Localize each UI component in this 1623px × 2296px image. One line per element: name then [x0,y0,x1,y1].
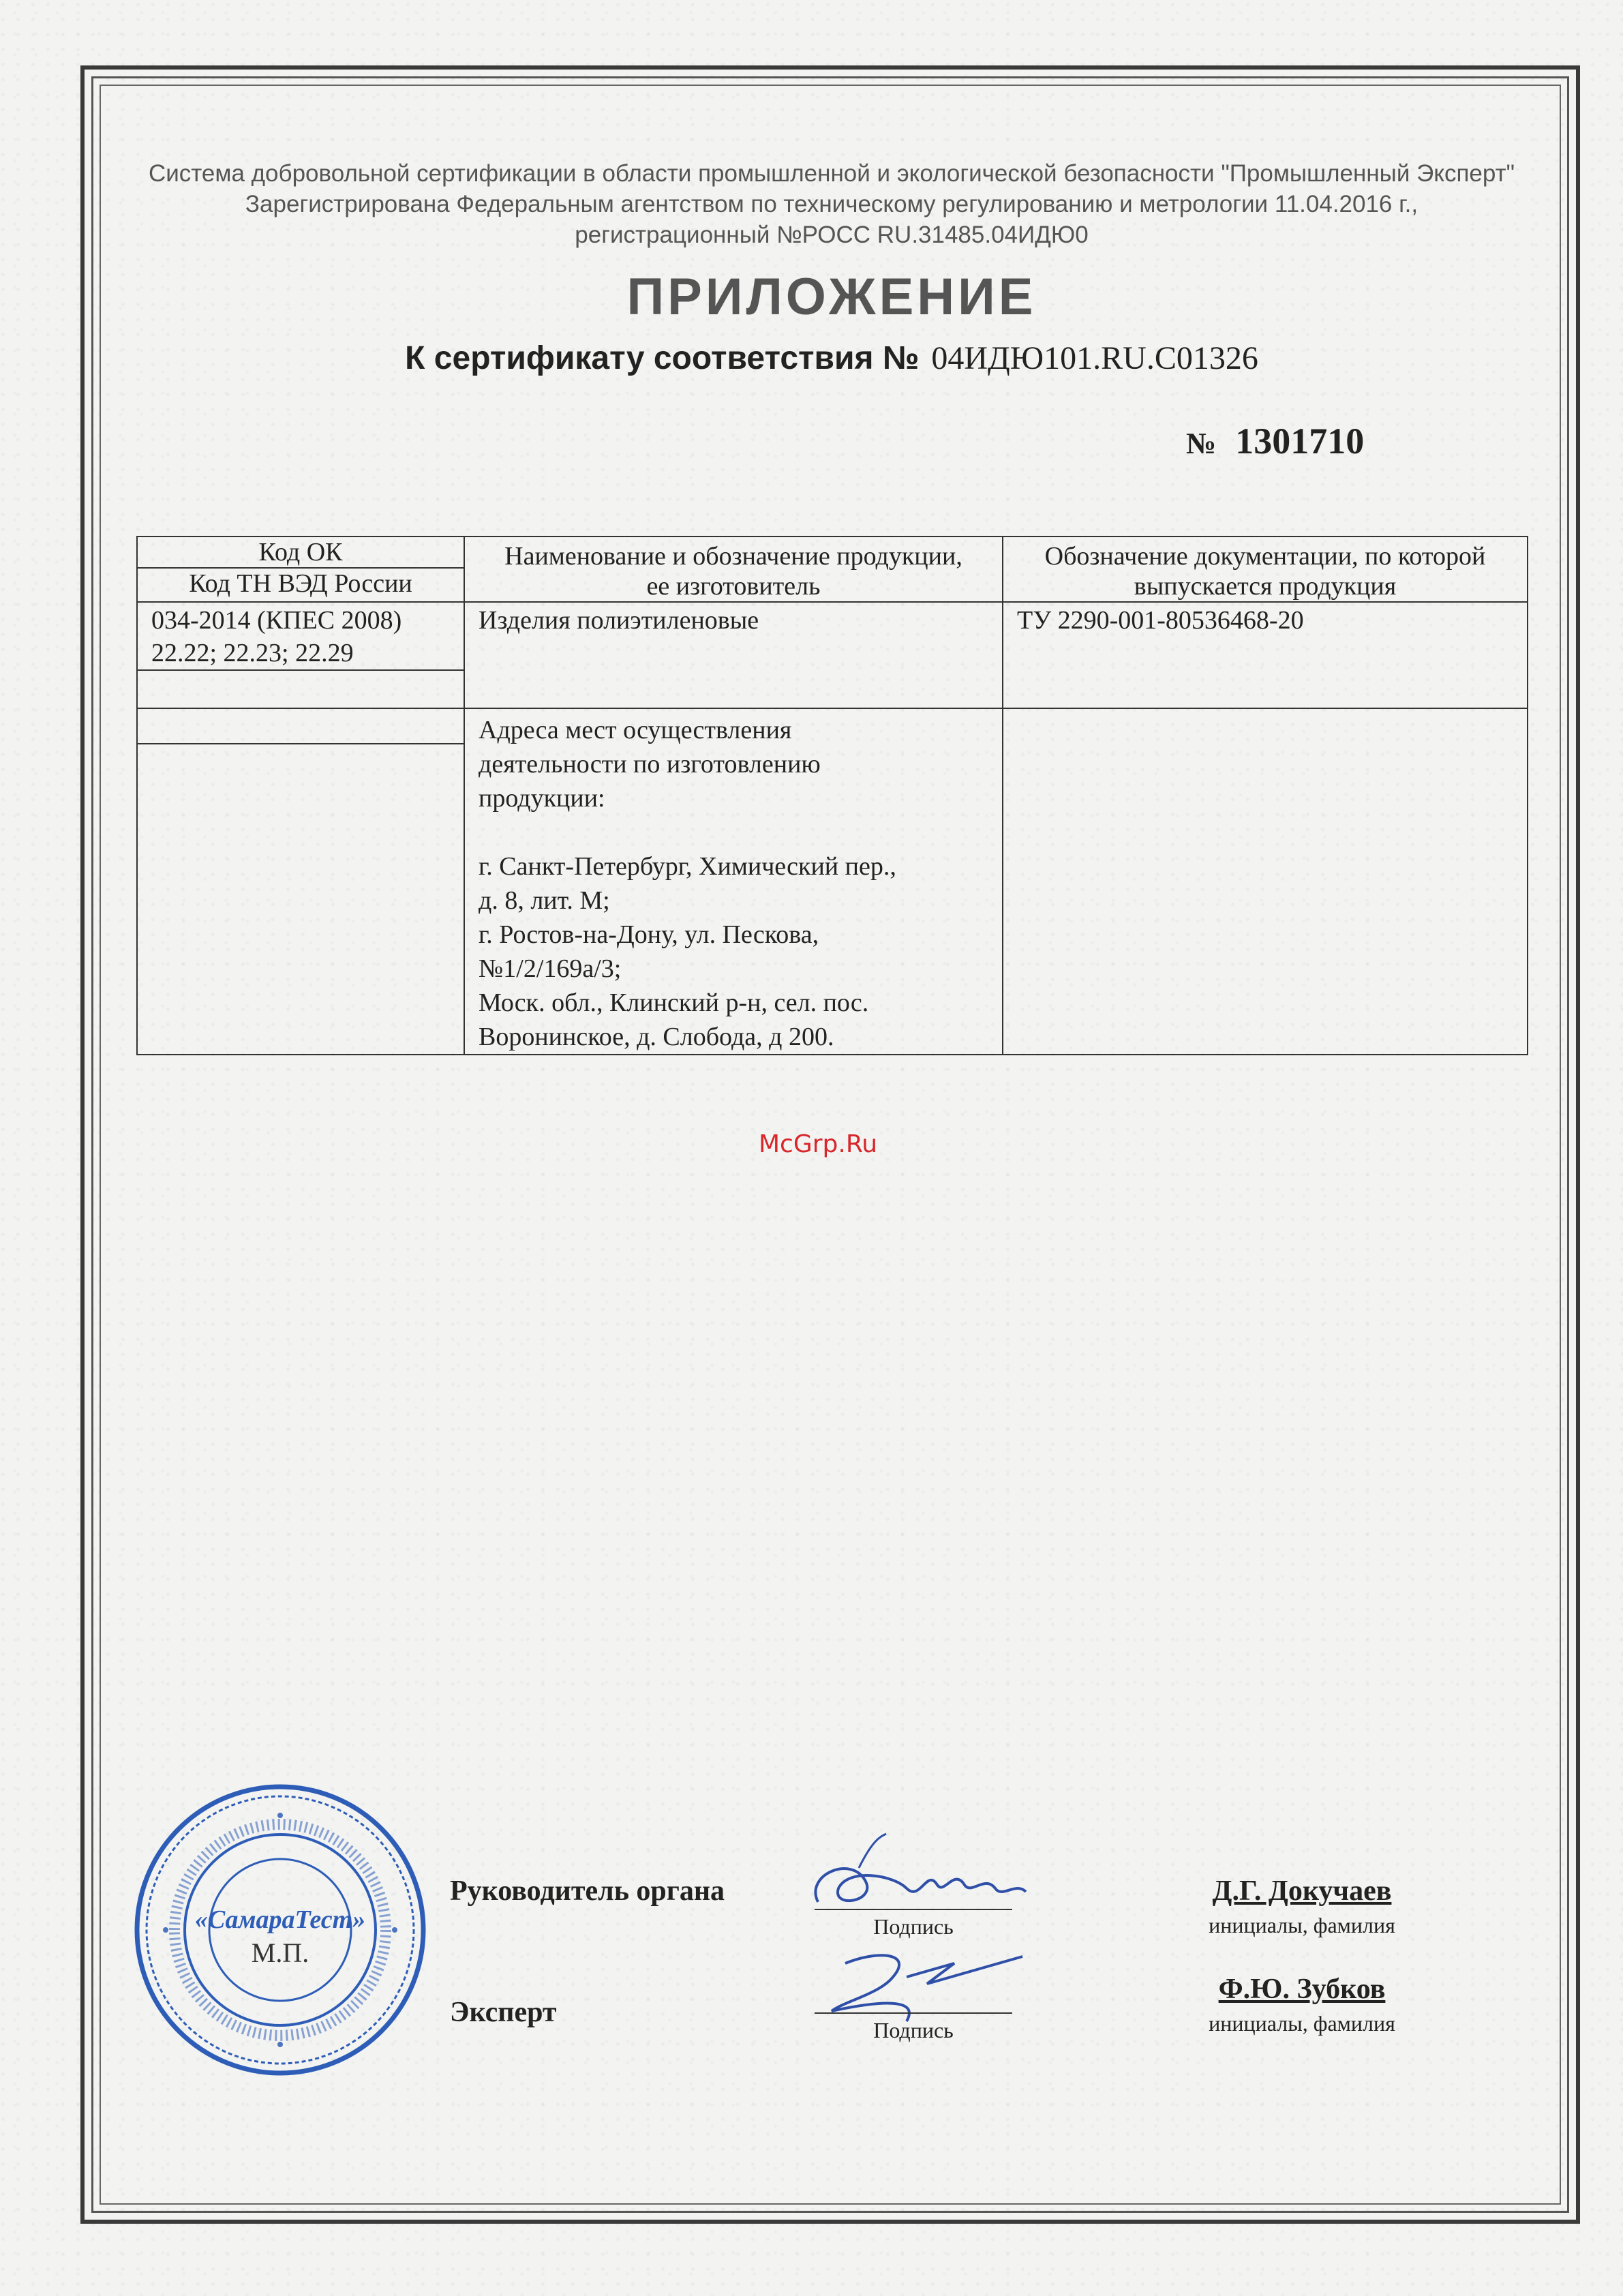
header-product-name [464,537,1003,602]
header-tnved-code: Код ТН ВЭД России [138,567,464,599]
head-signature-line [815,1909,1012,1910]
organization-stamp [134,1783,427,2076]
production-addresses [464,708,1003,1055]
address-line: д. 8, лит. М; [479,886,610,915]
expert-role-label: Эксперт [450,1997,557,2028]
table-row [137,602,1528,708]
table-header-row [137,537,1528,602]
certificate-number: 04ИДЮ101.RU.C01326 [931,340,1258,376]
header-product-line-2: ее изготовитель [646,572,821,601]
product-name: Изделия полиэтиленовые [464,602,1003,708]
expert-name-caption: инициалы, фамилия [1209,2011,1395,2036]
expert-name: Ф.Ю. Зубков [1218,1974,1386,2005]
address-line: Моск. обл., Клинский р-н, сел. пос. [479,988,869,1017]
addresses-title-2: деятельности по изготовлению [479,750,821,779]
header-okpd-code: Код ОК [258,538,343,567]
head-role-label: Руководитель органа [450,1875,725,1907]
empty-subcell [151,709,450,743]
address-line: г. Ростов-на-Дону, ул. Пескова, [479,920,819,949]
watermark-link[interactable]: McGrp.Ru [758,1130,878,1158]
header-codes [137,537,464,602]
table-row [137,708,1528,1055]
empty-subcell-2 [138,743,464,744]
addresses-title-1: Адреса мест осуществления [479,716,792,744]
spacer [479,815,988,849]
header-line-3: регистрационный №РОСС RU.31485.04ИДЮ0 [575,222,1089,248]
expert-signature-icon [804,1936,1036,2031]
expert-signature-caption: Подпись [873,2018,954,2042]
empty-doc-cell [1003,708,1528,1055]
blank-number [1186,420,1364,462]
number-sign: № [1186,427,1217,460]
code-okpd: 034-2014 (КПЕС 2008) [151,606,402,635]
product-documentation: ТУ 2290-001-80536468-20 [1003,602,1528,708]
header-product-line-1: Наименование и обозначение продукции, [504,542,962,571]
head-name-caption: инициалы, фамилия [1209,1913,1395,1937]
document-title: ПРИЛОЖЕНИЕ [626,268,1037,326]
header-line-1: Система добровольной сертификации в области промышленной и экологической безопасности "Промышленный Эксперт" [148,160,1515,187]
head-signature-caption: Подпись [873,1914,954,1939]
head-name: Д.Г. Докучаев [1212,1875,1392,1907]
header-line-2: Зарегистрирована Федеральным агентством по техническому регулированию и метрологии 11.04.2016 г., [245,191,1419,217]
code-subcell [138,669,464,705]
product-codes [137,602,464,708]
header-doc-line-2: выпускается продукция [1134,572,1397,601]
expert-signature-line [815,2012,1012,2014]
address-codes-cell [137,708,464,1055]
certificate-label: К сертификату соответствия № [405,340,920,376]
certificate-reference [102,339,1561,377]
header-doc-line-1: Обозначение документации, по которой [1044,542,1486,571]
address-line: г. Санкт-Петербург, Химический пер., [479,852,896,881]
stamp-mp-label: М.П. [251,1937,309,1968]
products-table [136,536,1528,1055]
code-tnved: 22.22; 22.23; 22.29 [151,639,354,667]
header-documentation [1003,537,1528,602]
addresses-title-3: продукции: [479,784,605,813]
address-line: Воронинское, д. Слобода, д 200. [479,1023,834,1051]
certification-system-header [102,158,1561,250]
blank-number-value: 1301710 [1235,421,1365,462]
stamp-center-text: «СамараТест» [194,1905,366,1934]
address-line: №1/2/169а/3; [479,954,622,983]
